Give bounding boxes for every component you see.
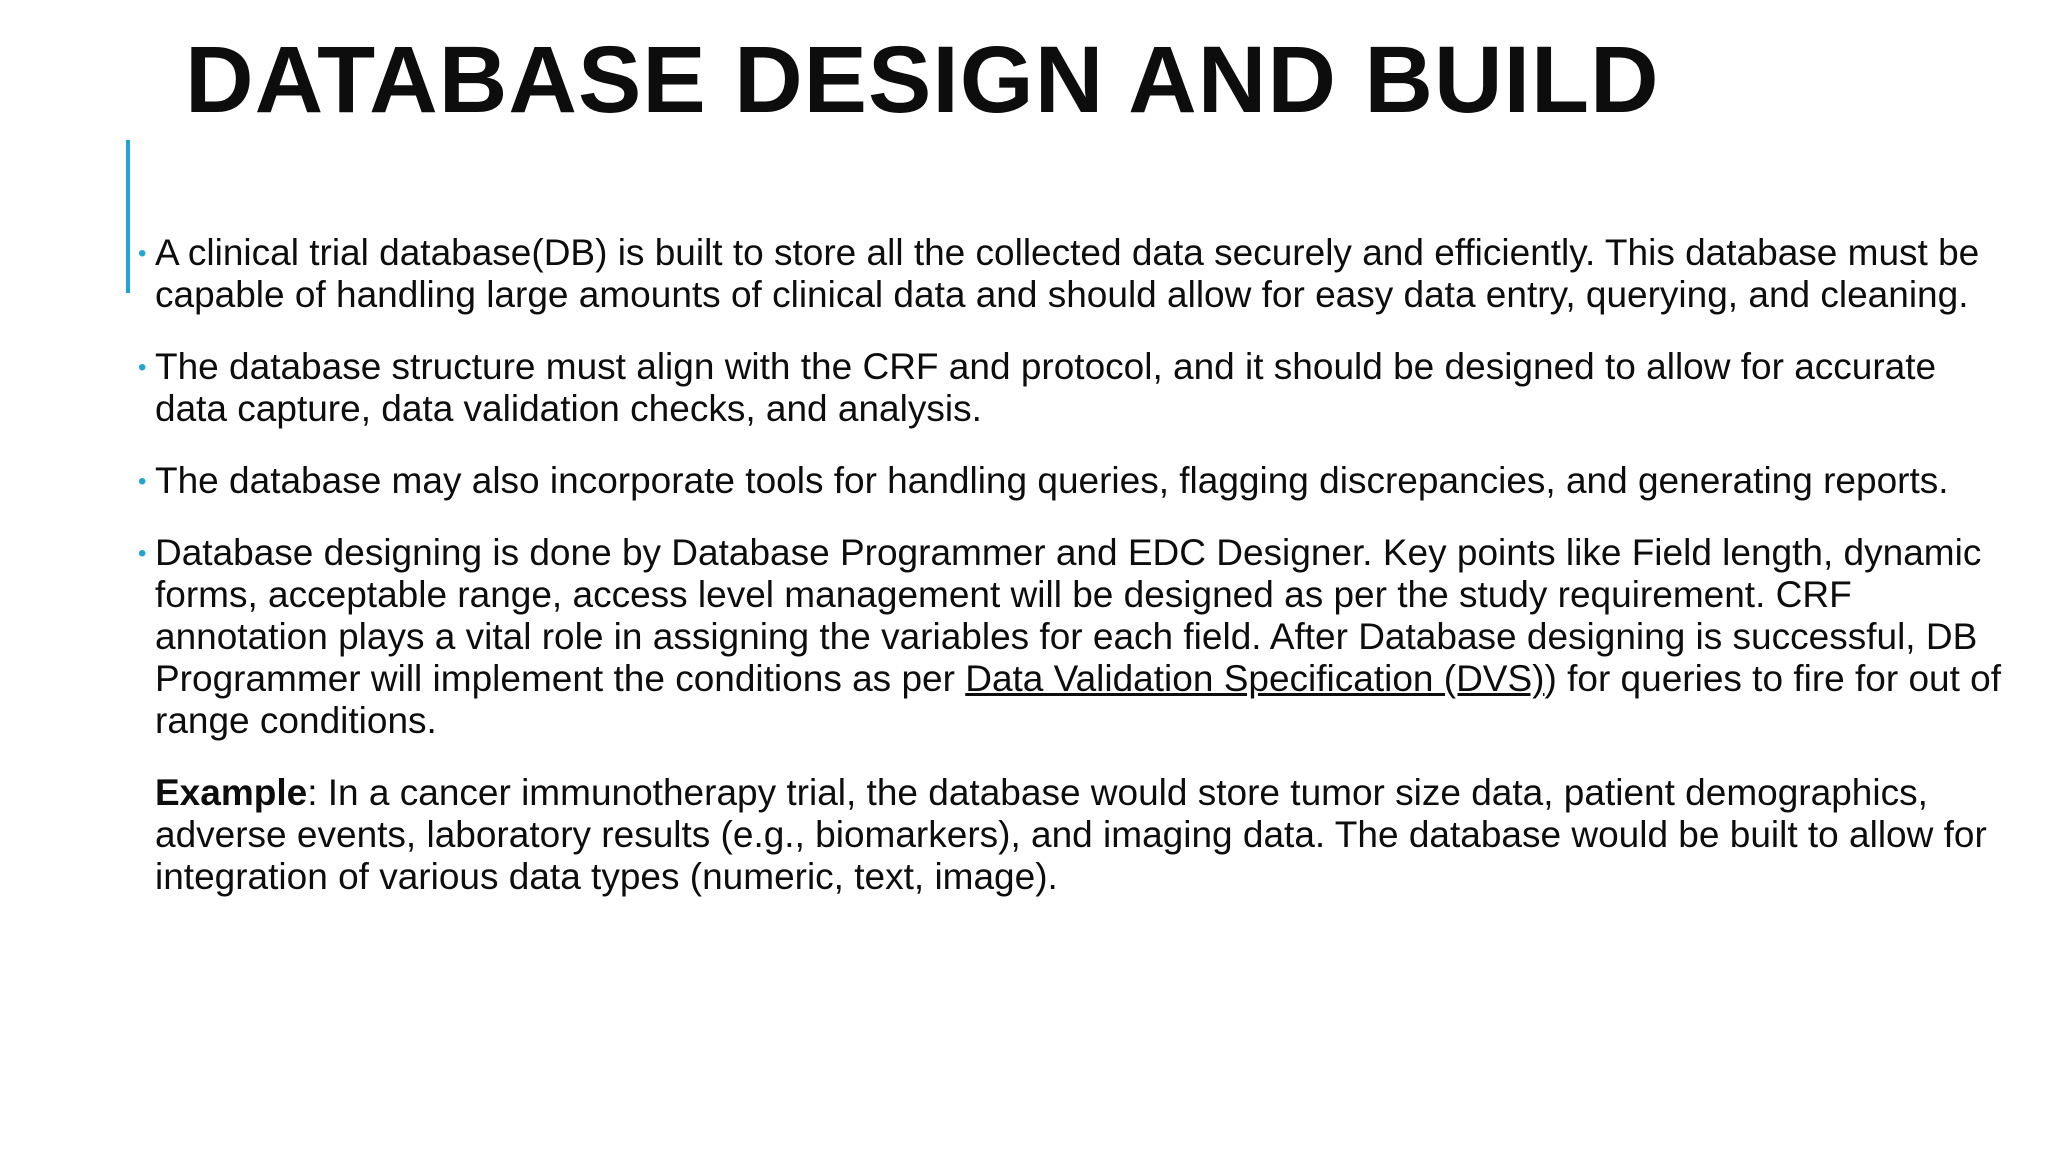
bullet-item: [138, 460, 2015, 502]
bullet-text-after-link: ) for queries to fire for out of range conditions.: [155, 658, 2002, 741]
example-label: Example: [155, 772, 308, 813]
slide-content: [138, 232, 2015, 928]
example-paragraph: [155, 772, 2015, 898]
bullet-item: [138, 532, 2015, 742]
bullet-item: [138, 232, 2015, 316]
bullet-text-before-link: Database designing is done by Database Programmer and EDC Designer. Key points like Field length, dynamic forms, acceptable range, access level management will be designed as per the study requirement. CRF annotation plays a vital role in assigning the variables for each field. After Database designing is successful, DB Programmer will implement the conditions as per: [155, 532, 1982, 699]
slide-title: DATABASE DESIGN AND BUILD: [185, 27, 1660, 133]
bullet-dot-icon: •: [138, 354, 147, 381]
example-text: : In a cancer immunotherapy trial, the database would store tumor size data, patient demographics, adverse events, laboratory results (e.g., biomarkers), and imaging data. The database would be built to allow for integration of various data types (numeric, text, image).: [155, 772, 1987, 897]
dvs-link[interactable]: Data Validation Specification (DVS): [965, 658, 1545, 699]
bullet-dot-icon: •: [138, 240, 147, 267]
bullet-dot-icon: •: [138, 468, 147, 495]
bullet-text: The database may also incorporate tools for handling queries, flagging discrepancies, and generating reports.: [155, 460, 1949, 501]
bullet-item: [138, 346, 2015, 430]
bullet-text: A clinical trial database(DB) is built to store all the collected data securely and efficiently. This database must be capable of handling large amounts of clinical data and should allow for easy data entry, querying, and cleaning.: [155, 232, 1980, 315]
bullet-dot-icon: •: [138, 540, 147, 567]
accent-bar: [126, 140, 130, 293]
bullet-text: The database structure must align with the CRF and protocol, and it should be designed to allow for accurate data capture, data validation checks, and analysis.: [155, 346, 1937, 429]
